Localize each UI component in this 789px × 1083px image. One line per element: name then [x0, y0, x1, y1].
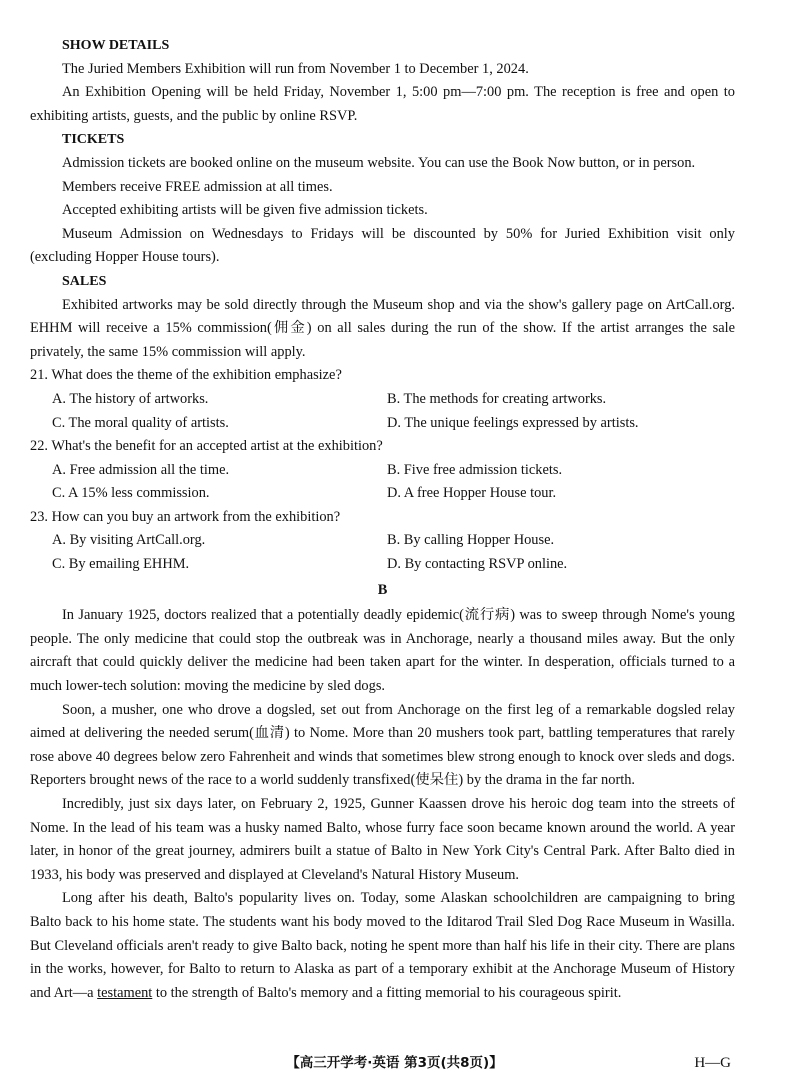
option-b: B. The methods for creating artworks.	[387, 390, 607, 407]
footer-paper-code: H—G	[694, 1055, 731, 1071]
question-options	[30, 529, 735, 576]
passage-b-paragraph-2: Soon, a musher, one who drove a dogsled, set out from Anchorage on the first leg of a remarkable dogsled relay aimed at delivering the needed serum(血清) to Nome. More than 20 mushers took part, battling temperatures that rarely rose above 40 degrees below zero Fahrenheit and winds that sometimes blew strong enough to knock over sleds and dogs. Reporters brought news of the race to a world suddenly transfixed(使呆住) by the drama in the far north.	[30, 701, 735, 789]
option-c: C. By emailing EHHM.	[52, 556, 190, 573]
tickets-paragraph-4: Museum Admission on Wednesdays to Fridays will be discounted by 50% for Juried Exhibition visit only (excluding Hopper House tours).	[30, 225, 735, 266]
option-d: D. A free Hopper House tour.	[387, 485, 557, 502]
question-options	[30, 459, 735, 506]
show-details-paragraph-1: The Juried Members Exhibition will run from November 1 to December 1, 2024.	[62, 60, 529, 77]
passage-b-paragraph-4	[30, 887, 735, 1005]
page-footer	[0, 1052, 789, 1076]
option-b: B. Five free admission tickets.	[387, 461, 563, 478]
show-details-heading: SHOW DETAILS	[62, 38, 170, 53]
question-22	[30, 435, 735, 506]
option-c: C. A 15% less commission.	[52, 485, 210, 502]
section-b-label: B	[377, 581, 388, 598]
option-d: D. By contacting RSVP online.	[387, 556, 568, 573]
question-options	[30, 388, 735, 435]
footer-page-info: 【高三开学考·英语 第3页(共8页)】	[286, 1055, 503, 1071]
sales-heading: SALES	[62, 273, 107, 289]
show-details-paragraph-2: An Exhibition Opening will be held Friday, November 1, 5:00 pm—7:00 pm. The reception is free and open to exhibiting artists, guests, and the public by online RSVP.	[30, 84, 735, 124]
tickets-heading: TICKETS	[62, 132, 125, 148]
paragraph-text-start: Long after his death, Balto's popularity lives on. Today, some Alaskan schoolchildren are campaigning to bring Balto back to his home state. The students want his body moved to the Iditarod Trail Sled Dog Race Museum in Wasilla. But Cleveland officials aren't ready to give Balto back, noting he spent more than half his life in their city. There are plans in the works, however, for Balto to return to Alaska as part of a temporary exhibit at the Anchorage Museum of History and Art—a	[30, 890, 735, 1001]
passage-b-paragraph-1: In January 1925, doctors realized that a potentially deadly epidemic(流行病) was to sweep through Nome's young people. The only medicine that could stop the outbreak was in Anchorage, nearly a thousand miles away. But the only aircraft that could quickly deliver the medicine had been taken apart for the winter. In desperation, officials turned to a much lower-tech solution: moving the medicine by sled dogs.	[30, 607, 735, 695]
question-stem: 21. What does the theme of the exhibition emphasize?	[30, 367, 342, 384]
question-21	[30, 364, 735, 435]
tickets-paragraph-1: Admission tickets are booked online on the museum website. You can use the Book Now button, or in person.	[62, 154, 696, 171]
option-d: D. The unique feelings expressed by artists.	[387, 414, 639, 431]
tickets-paragraph-3: Accepted exhibiting artists will be given five admission tickets.	[62, 202, 428, 219]
paragraph-text-end: to the strength of Balto's memory and a fitting memorial to his courageous spirit.	[152, 984, 622, 1001]
sales-paragraph: Exhibited artworks may be sold directly through the Museum shop and via the show's gallery page on ArtCall.org. EHHM will receive a 15% commission(佣金) on all sales during the run of the show. If the artist arranges the sale privately, the same 15% commission will apply.	[30, 296, 735, 360]
option-b: B. By calling Hopper House.	[387, 532, 555, 549]
option-a: A. By visiting ArtCall.org.	[52, 532, 206, 549]
underlined-word: testament	[97, 984, 153, 1001]
option-a: A. The history of artworks.	[52, 390, 209, 407]
tickets-paragraph-2: Members receive FREE admission at all times.	[62, 178, 333, 195]
passage-b-paragraph-3: Incredibly, just six days later, on February 2, 1925, Gunner Kaassen drove his heroic dog team into the streets of Nome. In the lead of his team was a husky named Balto, whose furry face soon became known around the world. A year later, in honor of the great journey, admirers built a statue of Balto in New York City's Central Park. After Balto died in 1933, his body was preserved and displayed at Cleveland's Natural History Museum.	[30, 796, 735, 883]
question-stem: 23. How can you buy an artwork from the exhibition?	[30, 508, 341, 525]
option-c: C. The moral quality of artists.	[52, 414, 229, 431]
option-a: A. Free admission all the time.	[52, 461, 230, 478]
question-stem: 22. What's the benefit for an accepted artist at the exhibition?	[30, 438, 383, 455]
question-23	[30, 506, 735, 577]
